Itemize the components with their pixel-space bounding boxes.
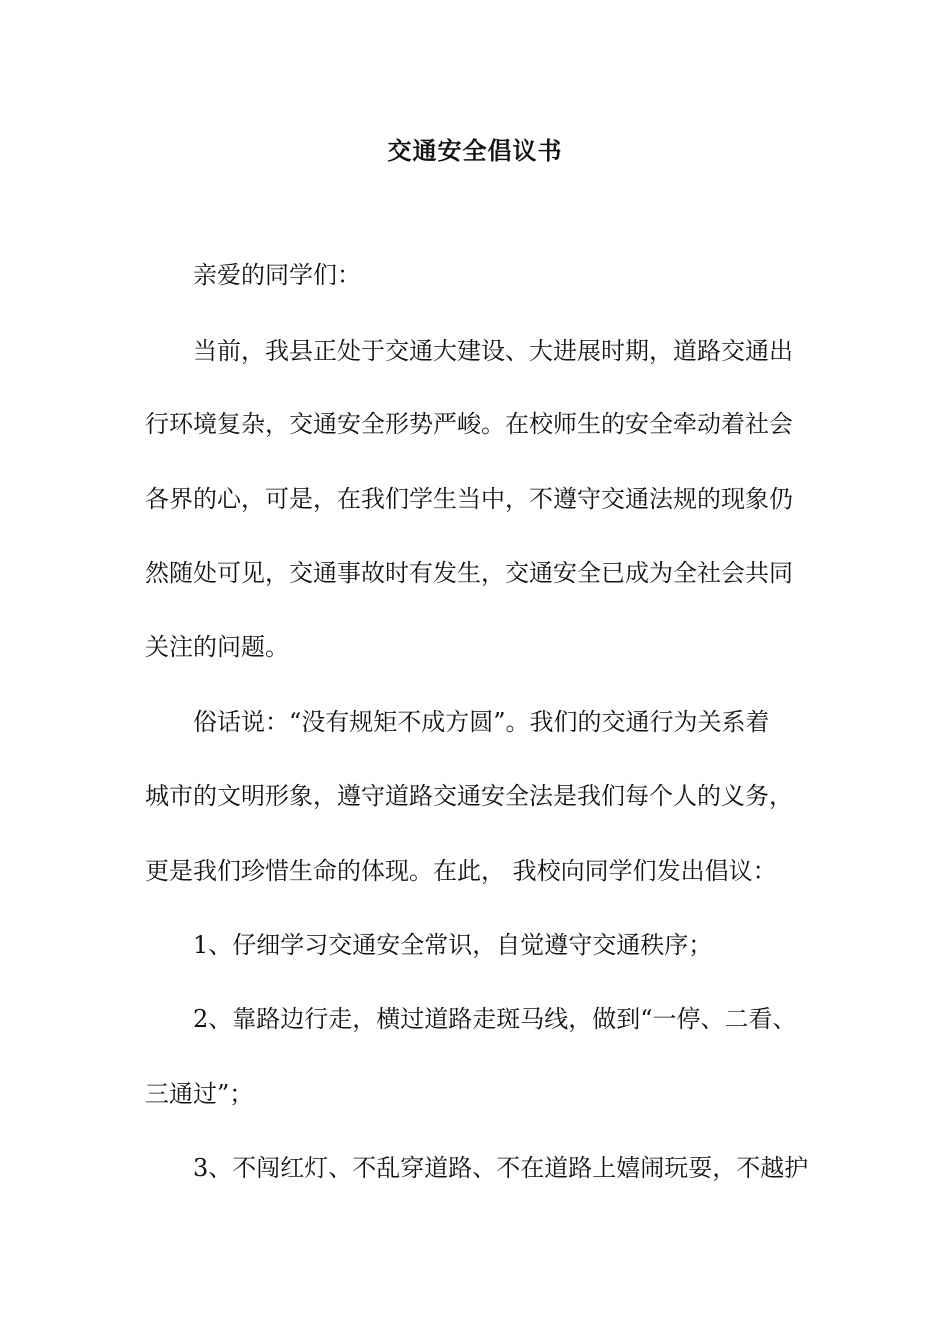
paragraph-line: 关注的问题。 [145, 633, 289, 661]
salutation: 亲爱的同学们： [193, 261, 361, 289]
list-item: 2、靠路边行走，横过道路走斑马线，做到“一停、二看、 [193, 1005, 797, 1033]
paragraph-line: 然随处可见，交通事故时有发生，交通安全已成为全社会共同 [145, 559, 793, 587]
paragraph-line: 行环境复杂，交通安全形势严峻。在校师生的安全牵动着社会 [145, 410, 793, 438]
list-item: 1、仔细学习交通安全常识，自觉遵守交通秩序； [193, 931, 713, 959]
paragraph-line: 城市的文明形象，遵守道路交通安全法是我们每个人的义务， [145, 782, 793, 810]
paragraph-line: 俗话说：“没有规矩不成方圆”。我们的交通行为关系着 [193, 708, 770, 736]
paragraph-line: 各界的心，可是，在我们学生当中，不遵守交通法规的现象仍 [145, 485, 793, 513]
document-title: 交通安全倡议书 [387, 136, 563, 165]
list-item-continuation: 三通过”； [145, 1080, 254, 1108]
paragraph-line: 当前，我县正处于交通大建设、大进展时期，道路交通出 [193, 337, 793, 365]
paragraph-line: 更是我们珍惜生命的体现。在此， 我校向同学们发出倡议： [145, 857, 777, 885]
list-item: 3、不闯红灯、不乱穿道路、不在道路上嬉闹玩耍，不越护 [193, 1154, 809, 1182]
